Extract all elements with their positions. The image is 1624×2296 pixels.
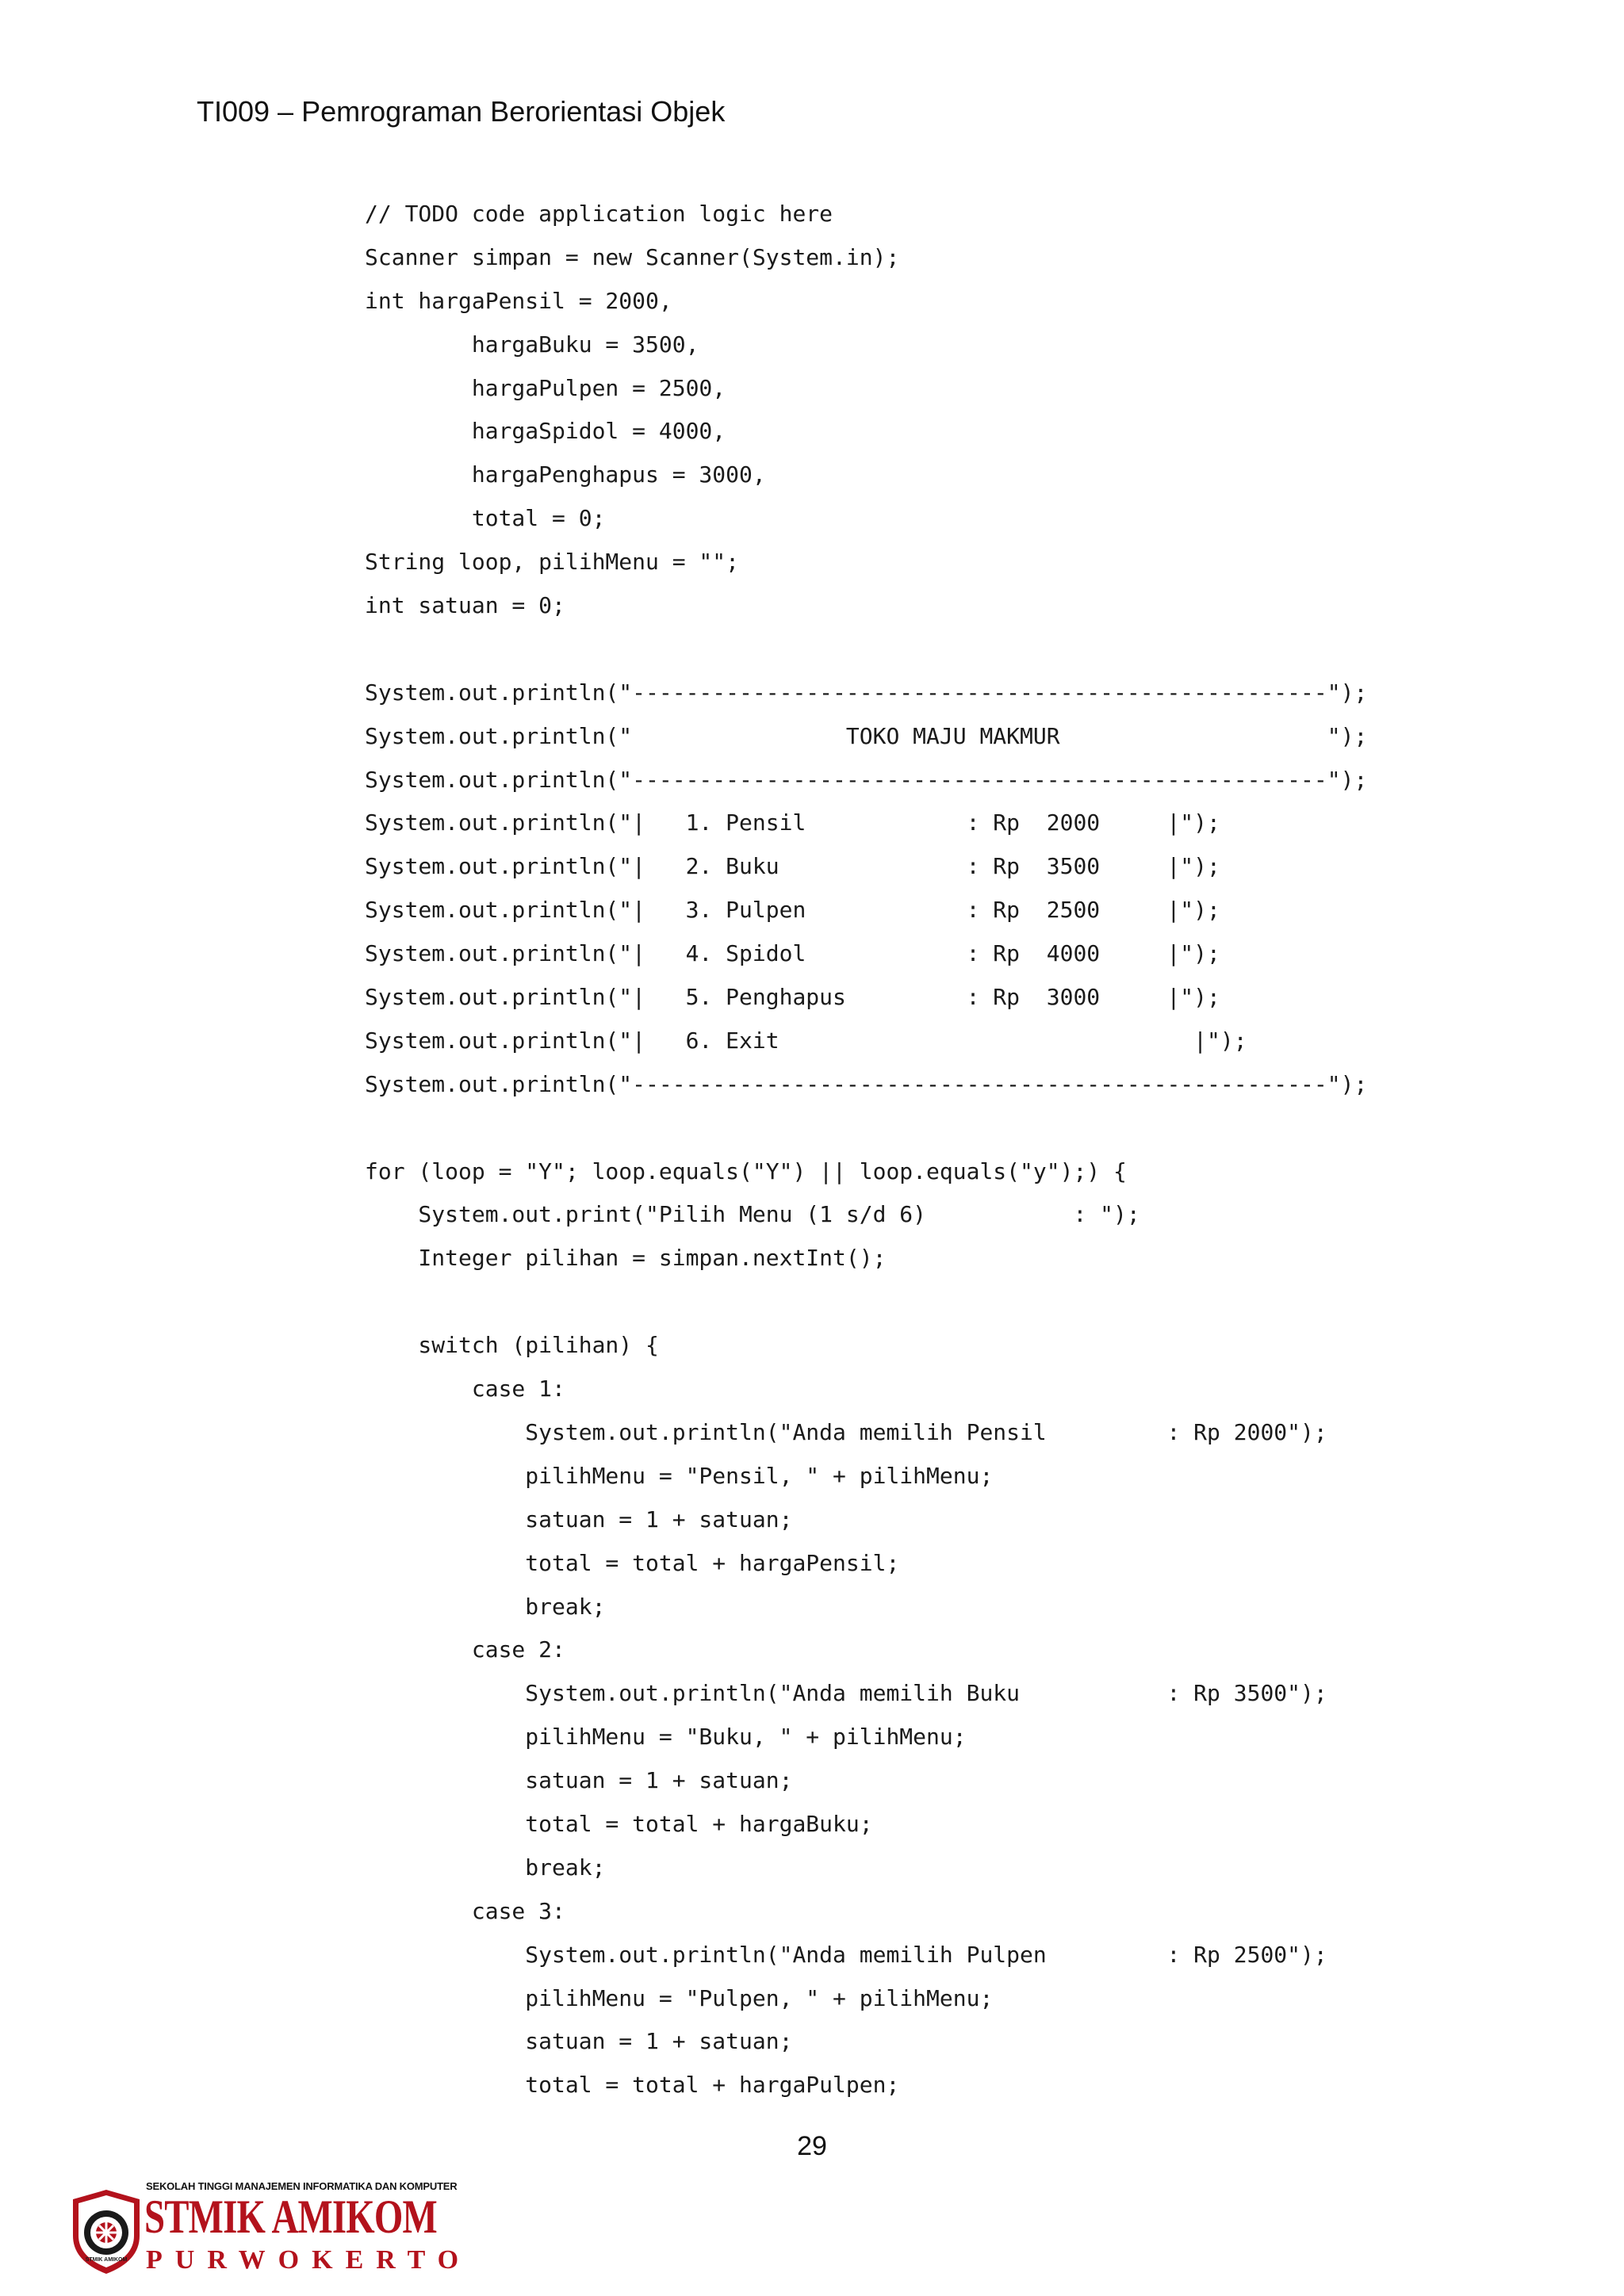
code-line: System.out.println("Anda memilih Pulpen : Rp 2500"); xyxy=(365,1941,1327,1968)
code-line: // TODO code application logic here xyxy=(365,201,833,227)
code-line: break; xyxy=(365,1854,606,1881)
emblem-text: STMIK AMIKOM xyxy=(85,2257,128,2263)
code-line: System.out.print("Pilih Menu (1 s/d 6) : "); xyxy=(365,1201,1140,1228)
code-listing xyxy=(365,193,1367,2107)
code-line: hargaSpidol = 4000, xyxy=(365,418,726,445)
code-line: System.out.println("----------------------------------------------------"); xyxy=(365,766,1368,793)
code-line xyxy=(365,628,1367,672)
code-line: System.out.println("| 1. Pensil : Rp 2000 |"); xyxy=(365,809,1220,836)
code-line: case 1: xyxy=(365,1376,565,1402)
code-line: case 2: xyxy=(365,1636,565,1663)
logo-city: PURWOKERTO xyxy=(146,2245,472,2275)
institution-logo xyxy=(70,2179,472,2282)
code-line: System.out.println("Anda memilih Buku : Rp 3500"); xyxy=(365,1680,1327,1707)
code-line: satuan = 1 + satuan; xyxy=(365,1506,793,1533)
logo-name: STMIK AMIKOM xyxy=(144,2191,437,2243)
code-line: hargaPulpen = 2500, xyxy=(365,374,726,401)
code-line: switch (pilihan) { xyxy=(365,1332,659,1359)
code-line: System.out.println("----------------------------------------------------"); xyxy=(365,679,1368,706)
running-header: TI009 – Pemrograman Berorientasi Objek xyxy=(197,95,726,128)
code-line: total = total + hargaPensil; xyxy=(365,1549,900,1576)
code-line: satuan = 1 + satuan; xyxy=(365,2028,793,2055)
code-line: total = total + hargaPulpen; xyxy=(365,2072,900,2099)
code-line: satuan = 1 + satuan; xyxy=(365,1767,793,1794)
code-line: int hargaPensil = 2000, xyxy=(365,287,672,314)
code-line: total = 0; xyxy=(365,505,606,532)
code-line xyxy=(365,1280,1367,1324)
code-line: hargaBuku = 3500, xyxy=(365,331,699,358)
code-line: pilihMenu = "Buku, " + pilihMenu; xyxy=(365,1724,967,1751)
code-line: for (loop = "Y"; loop.equals("Y") || loop.equals("y");) { xyxy=(365,1158,1127,1184)
code-line: pilihMenu = "Pulpen, " + pilihMenu; xyxy=(365,1984,994,2011)
code-line: System.out.println("| 2. Buku : Rp 3500 |"); xyxy=(365,853,1220,880)
code-line xyxy=(365,1107,1367,1150)
page-number: 29 xyxy=(797,2131,827,2161)
code-line: case 3: xyxy=(365,1897,565,1924)
code-line: System.out.println("----------------------------------------------------"); xyxy=(365,1070,1368,1097)
code-line: System.out.println("Anda memilih Pensil : Rp 2000"); xyxy=(365,1418,1327,1445)
code-line: System.out.println("| 5. Penghapus : Rp 3000 |"); xyxy=(365,984,1220,1011)
code-line: System.out.println("| 6. Exit |"); xyxy=(365,1027,1247,1054)
code-line: String loop, pilihMenu = ""; xyxy=(365,549,740,576)
code-line: hargaPenghapus = 3000, xyxy=(365,461,766,488)
emblem-icon xyxy=(70,2188,143,2275)
code-line: System.out.println(" TOKO MAJU MAKMUR "); xyxy=(365,722,1368,749)
code-line: int satuan = 0; xyxy=(365,592,565,619)
logo-tagline: SEKOLAH TINGGI MANAJEMEN INFORMATIKA DAN KOMPUTER xyxy=(146,2180,458,2192)
code-line: break; xyxy=(365,1593,606,1620)
code-line: Integer pilihan = simpan.nextInt(); xyxy=(365,1245,887,1272)
code-line: System.out.println("| 4. Spidol : Rp 4000 |"); xyxy=(365,940,1220,967)
code-line: pilihMenu = "Pensil, " + pilihMenu; xyxy=(365,1462,994,1489)
code-line: total = total + hargaBuku; xyxy=(365,1810,873,1837)
code-line: System.out.println("| 3. Pulpen : Rp 2500 |"); xyxy=(365,897,1220,924)
code-line: Scanner simpan = new Scanner(System.in); xyxy=(365,243,900,270)
